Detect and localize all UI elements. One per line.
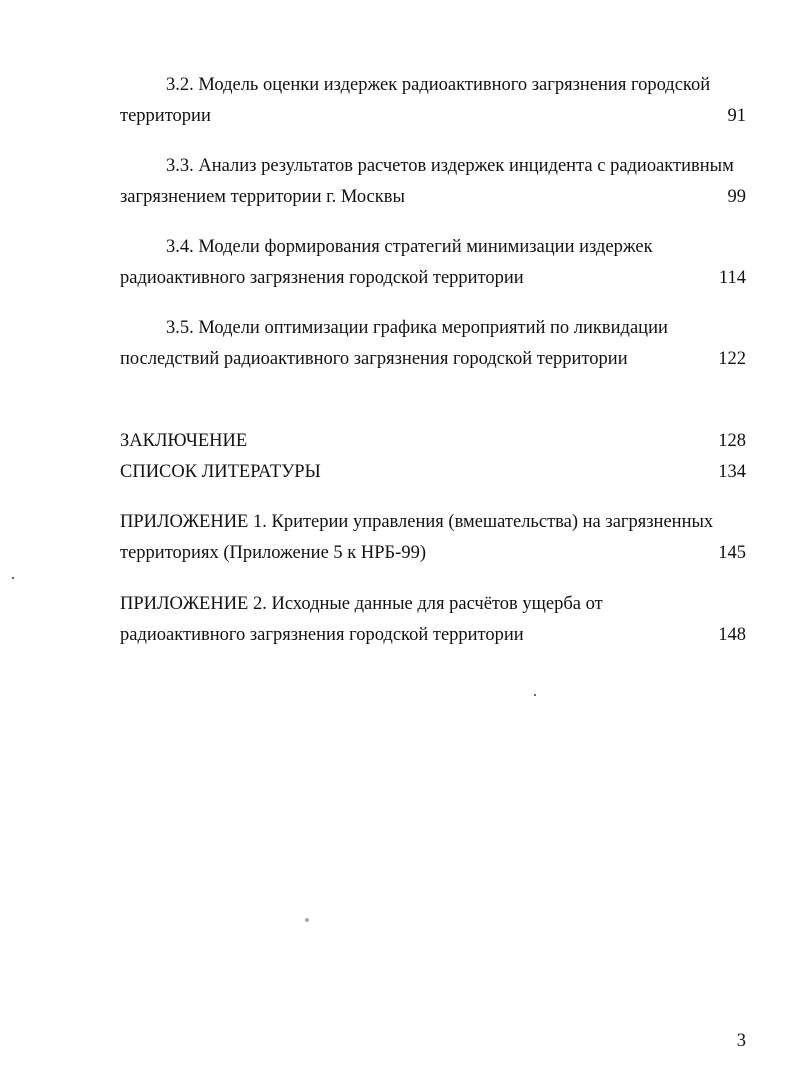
toc-entry-3-3-line1: 3.3. Анализ результатов расчетов издержек инцидента с радиоактивным bbox=[166, 156, 734, 176]
toc-entry-3-4-page: 114 bbox=[718, 268, 746, 288]
toc-entry-3-3-page: 99 bbox=[727, 187, 746, 207]
toc-appendix2-line1: ПРИЛОЖЕНИЕ 2. Исходные данные для расчётов ущерба от bbox=[120, 594, 603, 614]
toc-entry-3-2-line1: 3.2. Модель оценки издержек радиоактивного загрязнения городской bbox=[166, 75, 711, 95]
scan-speck bbox=[12, 577, 14, 579]
scan-speck bbox=[305, 918, 309, 922]
toc-entry-3-5-page: 122 bbox=[718, 349, 746, 369]
toc-appendix2-line2: радиоактивного загрязнения городской территории bbox=[120, 625, 524, 645]
toc-entry-3-4-line2: радиоактивного загрязнения городской территории bbox=[120, 268, 524, 288]
toc-entry-3-2-line2: территории bbox=[120, 106, 211, 126]
toc-appendix1-line2: территориях (Приложение 5 к НРБ-99) bbox=[120, 543, 426, 563]
toc-appendix1-line1: ПРИЛОЖЕНИЕ 1. Критерии управления (вмешательства) на загрязненных bbox=[120, 512, 714, 532]
toc-entry-3-4-line1: 3.4. Модели формирования стратегий минимизации издержек bbox=[166, 237, 653, 257]
toc-conclusion-page: 128 bbox=[718, 431, 746, 451]
toc-entry-3-2-page: 91 bbox=[727, 106, 746, 126]
page-number: 3 bbox=[736, 1031, 746, 1051]
toc-references-page: 134 bbox=[718, 462, 746, 482]
toc-appendix2-page: 148 bbox=[718, 625, 746, 645]
toc-entry-3-3-line2: загрязнением территории г. Москвы bbox=[120, 187, 405, 207]
toc-appendix1-page: 145 bbox=[718, 543, 746, 563]
scan-speck bbox=[534, 694, 536, 696]
toc-entry-3-5-line2: последствий радиоактивного загрязнения городской территории bbox=[120, 349, 628, 369]
toc-conclusion-title: ЗАКЛЮЧЕНИЕ bbox=[120, 431, 248, 451]
toc-references-title: СПИСОК ЛИТЕРАТУРЫ bbox=[120, 462, 321, 482]
toc-entry-3-5-line1: 3.5. Модели оптимизации графика мероприятий по ликвидации bbox=[166, 318, 668, 338]
